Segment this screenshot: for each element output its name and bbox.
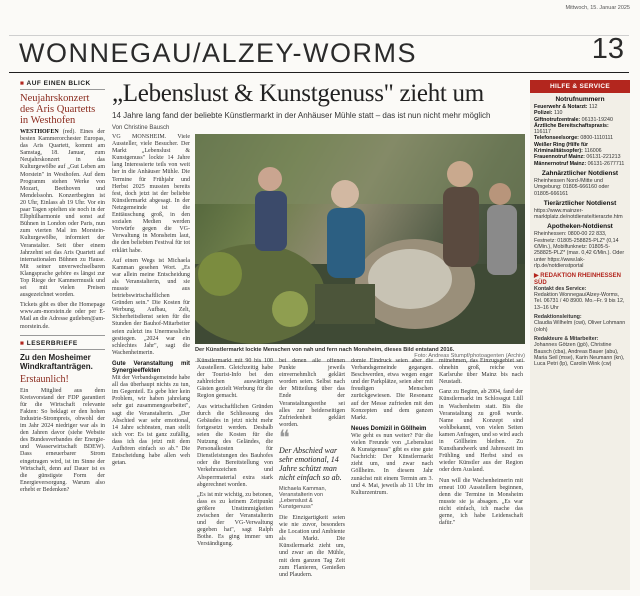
pull-quote-text: Der Abschied war sehr emotional, 14 Jahre schützt man nicht einfach so ab. bbox=[279, 446, 342, 482]
article-col5-text: mitnehmen, das Einzugsgebiet sei ohnehin groß, reiche von Karlsruhe über Mainz bis nach Neustadt. bbox=[439, 358, 523, 386]
article-col1b-text: Auf einen Wegs ist Michaela Kamman gesehen Wort. „Es war allein meine Entscheidung als Veranstalterin, und sie musste aus betriebswirtschaftlichen Gründen sein." Die Kosten für Werbung, Aufbau, Zelt, Sicherheitsdienst seien für die Stunden der Bauhof-Mitarbeiter seien zuletzt ins Unermessliche gestiegen. „2024 war ein schlechtes Jahr", sagt die Wachenheimerin. bbox=[112, 257, 190, 356]
article-subheading-2: Neues Domizil in Göllheim bbox=[351, 425, 427, 432]
tierarzt-title: Tierärztlicher Notdienst bbox=[543, 199, 617, 207]
notruf-label: Feuerwehr & Notarzt: bbox=[534, 104, 590, 110]
kicker-auf-einen-blick bbox=[20, 80, 105, 90]
article-col4-text: domie Eindruck seien aber die Verbandsgemeinde gegangen. Beschwerden, etwa wegen enger und der Parkplätze, seien aber mit freudigen Menschen zurückgewiesen. Die Resonanz auf der Messe zufrieden mit den Konzepten und dem ganzen Markt. bbox=[351, 358, 433, 421]
notruf-number: 112 bbox=[589, 104, 598, 110]
article-author: Von Christine Bausch bbox=[112, 125, 170, 131]
reporter-text: Johannes Götzen (jgö), Christine Bausch (cba), Andreas Bauer (abu), Maria Seil (mse), Karin Neumann (kn), Luca Petri (lp), Carolin Wink (cw) bbox=[534, 342, 625, 368]
kicker-label: LESERBRIEFE bbox=[26, 339, 78, 347]
article-col5c-text: Nun will die Wachenheimerin mit erneut 100 Ausstellern beginnen, denn die Termine in Monsheim musste sie ja absagen. „Es war nicht einfach, ich mache das gerne, ich habe Leidenschaft dafür." bbox=[439, 477, 523, 527]
service-title: HILFE & SERVICE bbox=[530, 80, 630, 93]
article-col2b-text: Aus wirtschaftlichen Gründen durch die Schliessung des Gebäudes in jetzt nicht mehr fortgesetzt werden. Deshalb seien die Kosten für die Nutzung des Geländes, die Personalkosten für Dienstleistungen des Bauhofes oder die Bereitstellung von Verkehrszeichen und Absperrmaterial extra stark abgerechnet worden. bbox=[197, 403, 273, 488]
kicker-leserbriefe bbox=[20, 340, 105, 350]
concert-text: (red). Eines der besten Kammerorchester Europas, das Aris Quartett, kommt am Samstag, 18. Januar, zum Neujahrskonzert in das Kulturgewölbe auf „Gut Leben am Morstein" in Westhofen. Auf dem Programm stehen Werke von Mozart, Beethoven und Mendelssohn. Konzertbeginn ist 20 Uhr, Einlass ab 19 Uhr. Vor ein paar Tagen spielten sie noch in der Elbphilharmonie und sonst auf Bühnen in London oder Paris, nun zum vierten Mal im Morstein-Kulturgewölbe, informiert der Veranstalter. Seit über einem Jahrzehnt sei das Aris Quartett auf internationalen Bühnen zu Hause. Mit seiner unverwechselbaren Klangsprache gehöre es längst zur Top Riege der Kammermusik und sei mit vielen Preisen ausgezeichnet worden. bbox=[20, 129, 105, 299]
people-text: Claudia Wilhelm (cwi), Oliver Lohmann (oloh) bbox=[534, 320, 626, 333]
notruf-number: 110 bbox=[554, 110, 563, 117]
zahnarzt-text: Rheinhessen Nord-/Mitte und Umgebung: 01805-666160 oder 01805-666161 bbox=[534, 177, 610, 197]
concert-body bbox=[20, 129, 105, 299]
article-headline: „Lebenslust & Kunstgenuss" zieht um bbox=[112, 80, 484, 107]
redaktion-label: Kontakt des Service: bbox=[534, 285, 587, 292]
left-column bbox=[20, 80, 105, 588]
notruf-label: Ärztliche Bereitschaftspraxis: bbox=[534, 122, 609, 129]
letter-title: Zu den Mosheimer Windkraftanträgen. bbox=[20, 352, 93, 371]
pull-quote bbox=[279, 427, 343, 510]
quote-mark-icon: ❝ bbox=[279, 427, 290, 449]
service-sidebar bbox=[530, 80, 630, 590]
redaktion-text: Redaktion Wonnegau/Alzey-Worms, Tel. 06731 / 40 8900. Mo.–Fr. 9 bis 12, 13–16 Uhr bbox=[534, 292, 625, 311]
service-content bbox=[530, 96, 630, 367]
article-column-2 bbox=[197, 358, 273, 590]
article-col3b-text: Die Einzigartigkeit seien wie nie zuvor, besonders die Location und Ambiente als Markt. Die Künstlermarkt zieht um, und zwar an die Mühle, mit dem ganzen Tag Zeit zum Flanieren, Genießen und Plaudern. bbox=[279, 515, 345, 578]
article-column-4 bbox=[351, 358, 433, 590]
article-subhead: 14 Jahre lang fand der beliebte Künstlermarkt in der Anhäuser Mühle statt – das ist nun nicht mehr möglich bbox=[112, 111, 491, 120]
apotheke-title: Apotheken-Notdienst bbox=[547, 223, 613, 231]
article-col1c-text: Mit der Verbandsgemeinde habe all das überhaupt nichts zu tun, im Gegenteil. Es gebe hier kein Problem, wir haben jahrelang sehr gut zusammengearbeitet", sagt die Veranstalterin. „Der Abschied war sehr emotional, 14 Jahre schönsten, man stellt sich vor: Es ist ganz zufällig, dass ich das jetzt mit dem Aufhören einfach so ab." Die Entscheidung habe allen weh getan. bbox=[112, 375, 190, 467]
article-column-3-top bbox=[279, 358, 345, 428]
notruf-label: Giftnotrufzentrale: bbox=[534, 116, 582, 123]
article-col3-text: bei denen alle offenen Punkte jeweils einvernehmlich geklärt worden seien. Selbst nach der Mitteilung über das Ende der Veranstaltungsreihe sei alles zur beiderseitigen Zufriedenheit geklärt worden. bbox=[279, 358, 345, 428]
notruf-list bbox=[534, 104, 626, 167]
redaktion-heading bbox=[534, 273, 626, 286]
article-column-5 bbox=[439, 358, 523, 590]
notruf-number: 0800-1110111 bbox=[580, 135, 614, 142]
section-title: WONNEGAU/ALZEY-WORMS bbox=[19, 38, 418, 68]
article-col1-text: VG MONSHEIM. Viele Aussteller, viele Besucher. Der Markt „Lebenslust & Kunstgenuss" lockte 14 Jahre lang Interessierte teils von weit her in die Anhäuser Mühle. Die Termine für Frühjahr und Herbst 2025 mussten bereits fest, doch jetzt ist der beliebte Künstlermarkt abgesagt. In der Netzgemeinde ist die Enttäuschung groß, in den sozialen Medien werden Vorwürfe gegen die VG-Verwaltung in Monsheim laut, die den beliebten Festival für tot erklärt habe. bbox=[112, 134, 190, 254]
notruf-label: Weißer Ring (Hilfe für Kriminalitätsopfer): bbox=[534, 141, 589, 155]
article-col5b-text: Ganz zu Beginn, ab 2004, fand der Künstlermarkt im Schlossgut Lüll in Wachenheim statt. Bis die Veranstaltung zu groß wurde. Name und Konzept sind wohlbekannt, von vielen Seiten kamen Anfragen, und so wird auch in Göllheim bleiben. Zu Kunsthandwerk und Jahreszeit im Frühling und Herbst sind es wieder Künstler aus der Region oder dem Ausland. bbox=[439, 389, 523, 474]
notruf-number: 116117 bbox=[534, 129, 551, 136]
concert-headline: Neujahrskonzert des Aris Quartetts in Westhofen bbox=[20, 93, 96, 126]
divider bbox=[20, 335, 105, 336]
notruf-row bbox=[534, 161, 626, 167]
market-photo bbox=[195, 134, 525, 344]
page-number: 13 bbox=[591, 33, 624, 65]
article-col4b-text: Wie geht es nun weiter? Für die vielen Freunde von „Lebenslust & Kunstgenuss" gibt es eine gute Nachricht: Der Künstlermarkt zieht um, und zwar nach Göllheim. In diesem Jahr zunächst mit einem Termin am 3. und 4. Mai, jeweils ab 11 Uhr im Kulturzentrum. bbox=[351, 432, 433, 496]
reporter-title: Redakteure & Mitarbeiter: bbox=[534, 335, 599, 342]
letter-headline: Erstaunlich! bbox=[20, 373, 69, 385]
notruf-label: Männernotruf Mainz: bbox=[534, 160, 588, 167]
tierarzt-link[interactable]: https://www.mainzer-marktplatz.de/notdienste/tierarzte.htm bbox=[534, 207, 623, 221]
notruf-number: 116006 bbox=[584, 148, 602, 155]
notruf-number: 06131-221213 bbox=[586, 154, 621, 161]
article-col2-text: Künstlermarkt mit 90 bis 100 Ausstellern. Gleichzeitig habe der Tourist-Info bei den zahlreichen auswärtigen Gästen gezielt Werbung für die Region gemacht. bbox=[197, 358, 273, 400]
kicker-label: AUF EINEN BLICK bbox=[26, 80, 91, 87]
notruf-row bbox=[534, 142, 626, 155]
redaktion-arrow-icon: ▶ bbox=[534, 273, 539, 280]
notruf-label: Polizei: bbox=[534, 110, 555, 117]
notruf-row bbox=[534, 123, 626, 136]
redaktion-heading-label: REDAKTION RHEINHESSEN SÜD bbox=[534, 273, 621, 286]
kicker-mark: ■ bbox=[20, 80, 25, 87]
dateline: Mittwoch, 15. Januar 2025 bbox=[565, 5, 630, 11]
notruf-label: Frauennotruf Mainz: bbox=[534, 154, 587, 161]
kicker-mark: ■ bbox=[20, 339, 25, 347]
apotheke-text: Rheinhessen: 0800-00 22 833, Festnetz: 01805-258825-PLZ* (0,14 €/Min.), Mobilfunknetz: 01805-5-258825-PLZ* (max. 0,42 €/Min.). Oder unter https://www.lak-rlp.de/notdienstportal bbox=[534, 231, 625, 269]
market-photo-image bbox=[195, 134, 525, 344]
zahnarzt-title: Zahnärztlicher Notdienst bbox=[541, 169, 619, 177]
notruf-title: Notrufnummern bbox=[555, 96, 605, 103]
concert-tickets: Tickets gibt es über die Homepage www.am-morstein.de oder per E-Mail an die Adresse gutleben@am-morstein.de. bbox=[20, 302, 105, 330]
article-column-3-bottom bbox=[279, 515, 345, 590]
concert-dateline: WESTHOFEN bbox=[20, 129, 59, 135]
article-subheading-1: Gute Veranstaltung mit Synergieeffekten bbox=[112, 360, 190, 374]
photo-caption-text: Der Künstlermarkt lockte Menschen von nah und fern nach Monsheim, dieses Bild entstand 2016. bbox=[195, 347, 455, 353]
photo-credit: Foto: Andreas Stumpf/photoagenten (Archiv) bbox=[414, 353, 525, 359]
people-title: Redaktionsleitung: bbox=[534, 314, 582, 321]
pull-quote-author: Michaela Kamman, Veranstalterin von „Lebenslust & Kunstgenuss" bbox=[279, 486, 327, 510]
letter-body: Ein Mitglied aus dem Kreisvorstand der FDP garantiert für die Wirtschaft relevante Fakten: So beklagt er den hohen Industrie-Strompreis, obwohl der im Jahr 2024 niedriger war als in den Jahren davor (siehe Website des Bundesverbandes der Energie- und Wasserwirtschaft BDEW). Dass erneuerbarer Strom eingetragen wird, ist im Sinne der Wirtschaft, denn auf Dauer ist es die günstigste Form der Energieversorgung. Warum also erhebt er Bedenken? bbox=[20, 387, 105, 493]
article-column-1 bbox=[112, 134, 190, 590]
article-col2c-text: „Es ist mir wichtig, zu betonen, dass es zu keinem Zeitpunkt größere Unstimmigkeiten zwischen der Veranstalterin und der VG-Verwaltung gegeben hat", sagt Ralph Bothe. Es ging immer um Verständigung. bbox=[197, 491, 273, 548]
notruf-number: 06131-2677711 bbox=[587, 160, 625, 167]
notruf-label: Telefonseelsorge: bbox=[534, 135, 581, 142]
notruf-number: 06131-19240 bbox=[581, 116, 613, 123]
